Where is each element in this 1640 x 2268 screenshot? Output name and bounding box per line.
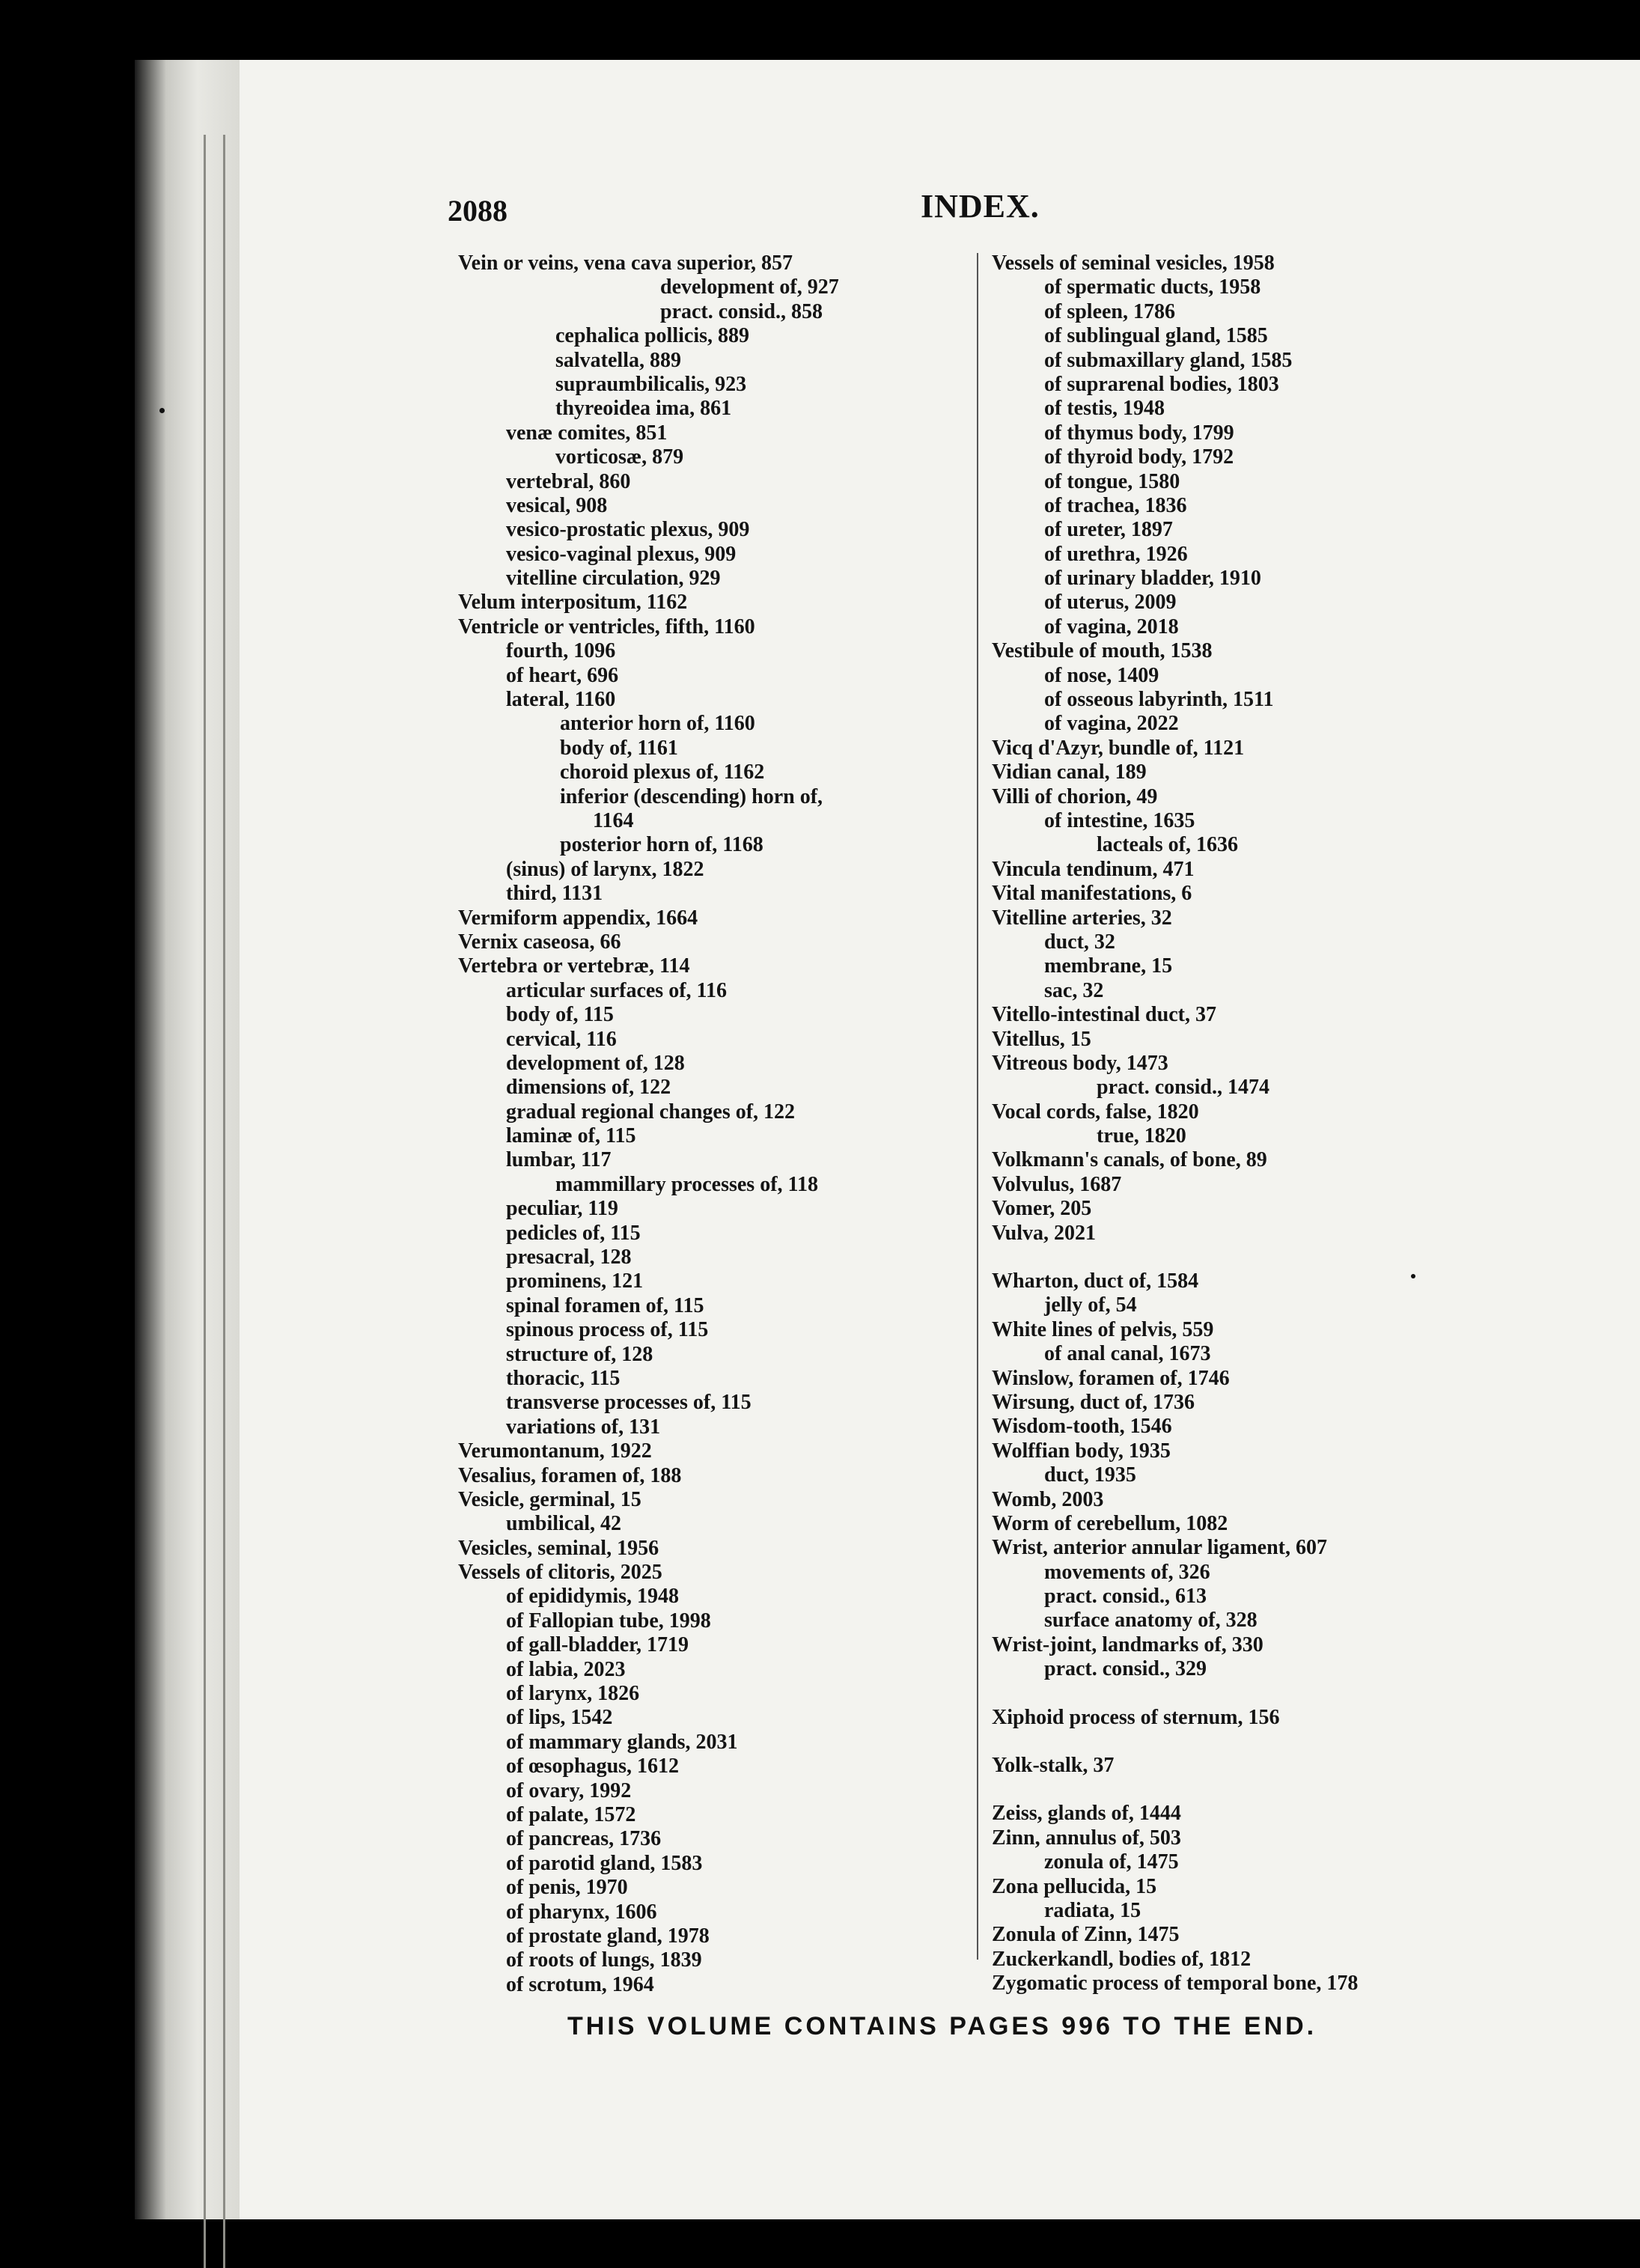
index-entry: Vesicle, germinal, 15 [458,1487,641,1511]
index-subentry: thyreoidea ima, 861 [555,397,732,421]
index-entry: Wisdom-tooth, 1546 [992,1415,1172,1439]
index-entry: Vomer, 205 [992,1197,1092,1221]
index-subentry: supraumbilicalis, 923 [555,372,747,396]
index-entry: Zona pellucida, 15 [992,1874,1157,1898]
index-subentry: surface anatomy of, 328 [1044,1609,1258,1633]
binding-line [204,135,206,2268]
index-subentry: vesico-prostatic plexus, 909 [506,518,750,542]
index-column-right [992,252,1478,1996]
index-entry: Zinn, annulus of, 503 [992,1826,1181,1850]
index-subentry: cephalica pollicis, 889 [555,324,749,348]
index-subentry: fourth, 1096 [506,639,616,663]
index-subentry: of thymus body, 1799 [1044,421,1234,445]
index-subentry: vesical, 908 [506,493,608,517]
index-subentry: lumbar, 117 [506,1148,612,1172]
index-entry: Yolk-stalk, 37 [992,1754,1115,1778]
index-subentry: of gall-bladder, 1719 [506,1633,689,1657]
index-subentry: dimensions of, 122 [506,1076,671,1100]
index-subentry: of nose, 1409 [1044,663,1159,687]
index-entry: Vitellus, 15 [992,1027,1091,1051]
index-entry: Vincula tendinum, 471 [992,857,1195,881]
index-subentry: of Fallopian tube, 1998 [506,1609,711,1633]
index-subentry: peculiar, 119 [506,1197,618,1221]
index-entry: Vestibule of mouth, 1538 [992,639,1213,663]
index-subentry: of uterus, 2009 [1044,591,1177,615]
index-entry: Vidian canal, 189 [992,760,1147,784]
index-subentry: transverse processes of, 115 [506,1391,752,1415]
index-subentry: articular surfaces of, 116 [506,978,727,1002]
index-subentry: lacteals of, 1636 [1097,833,1238,857]
index-subentry: of testis, 1948 [1044,397,1165,421]
index-subentry: cervical, 116 [506,1027,617,1051]
index-subentry: presacral, 128 [506,1246,632,1269]
index-entry: White lines of pelvis, 559 [992,1317,1214,1341]
page-number: 2088 [448,194,507,228]
section-gap [992,1778,1478,1802]
index-subentry: of thyroid body, 1792 [1044,445,1234,469]
index-entry: Zonula of Zinn, 1475 [992,1923,1180,1947]
index-entry: Vermiform appendix, 1664 [458,906,698,930]
index-subentry: prominens, 121 [506,1269,644,1293]
index-subentry: true, 1820 [1097,1124,1186,1148]
index-subentry: variations of, 131 [506,1415,661,1439]
index-entry: Zuckerkandl, bodies of, 1812 [992,1947,1252,1971]
index-subentry: of urethra, 1926 [1044,542,1188,566]
index-subentry: vorticosæ, 879 [555,445,684,469]
index-subentry: spinal foramen of, 115 [506,1293,704,1317]
index-subentry: of œsophagus, 1612 [506,1755,680,1778]
index-subentry: jelly of, 54 [1044,1293,1137,1317]
index-subentry: of ureter, 1897 [1044,518,1173,542]
scan-speck [159,408,165,413]
page-title: INDEX. [921,188,1040,225]
index-entry: Vulva, 2021 [992,1221,1097,1245]
index-subentry: development of, 128 [506,1051,685,1075]
index-subentry: of vagina, 2022 [1044,712,1179,736]
index-subentry: of parotid gland, 1583 [506,1851,703,1875]
index-subentry: of urinary bladder, 1910 [1044,567,1261,591]
index-subentry: spinous process of, 115 [506,1318,709,1342]
section-gap [992,1682,1478,1706]
index-subentry: of epididymis, 1948 [506,1585,680,1609]
index-entry: Xiphoid process of sternum, 156 [992,1705,1280,1729]
index-entry: Vernix caseosa, 66 [458,930,621,954]
index-subentry: venæ comites, 851 [506,421,668,445]
index-subentry: body of, 1161 [560,736,678,760]
index-entry: Wolffian body, 1935 [992,1439,1171,1463]
index-entry: Vitello-intestinal duct, 37 [992,1003,1216,1027]
index-subentry: of ovary, 1992 [506,1778,632,1802]
index-subentry: choroid plexus of, 1162 [560,760,765,784]
index-subentry: sac, 32 [1044,978,1104,1002]
index-subentry: radiata, 15 [1044,1899,1141,1922]
index-subentry: of larynx, 1826 [506,1682,640,1706]
index-subentry: thoracic, 115 [506,1366,621,1390]
section-gap [992,1246,1478,1269]
index-subentry: of roots of lungs, 1839 [506,1948,702,1972]
index-subentry: of submaxillary gland, 1585 [1044,348,1293,372]
index-subentry: laminæ of, 115 [506,1124,636,1148]
index-subentry: gradual regional changes of, 122 [506,1100,796,1124]
index-subentry: mammillary processes of, 118 [555,1172,818,1196]
index-entry: Worm of cerebellum, 1082 [992,1511,1228,1535]
index-entry: Vein or veins, vena cava superior, 857 [458,252,793,275]
index-subentry: of intestine, 1635 [1044,808,1195,832]
index-subentry: membrane, 15 [1044,954,1173,978]
scan-speck [1411,1274,1415,1278]
index-subentry: structure of, 128 [506,1342,653,1366]
index-subentry: anterior horn of, 1160 [560,712,755,736]
index-entry: Winslow, foramen of, 1746 [992,1366,1230,1390]
index-subentry: vesico-vaginal plexus, 909 [506,542,737,566]
index-subentry: development of, 927 [660,275,839,299]
index-entry: Velum interpositum, 1162 [458,591,688,615]
index-subentry: of anal canal, 1673 [1044,1342,1211,1366]
index-subentry: of penis, 1970 [506,1876,628,1900]
index-entry: Vicq d'Azyr, bundle of, 1121 [992,736,1245,760]
index-subentry: pract. consid., 329 [1044,1657,1207,1681]
index-subentry: duct, 32 [1044,930,1115,954]
index-subentry: of sublingual gland, 1585 [1044,324,1268,348]
index-subentry: body of, 115 [506,1003,614,1027]
index-entry: Verumontanum, 1922 [458,1439,652,1463]
index-subentry: posterior horn of, 1168 [560,833,763,857]
index-entry: Vesalius, foramen of, 188 [458,1463,682,1487]
index-subentry: duct, 1935 [1044,1463,1136,1487]
index-entry: Wirsung, duct of, 1736 [992,1390,1195,1414]
index-entry: Vertebra or vertebræ, 114 [458,954,690,978]
index-subentry: of spermatic ducts, 1958 [1044,275,1261,299]
index-entry: Zeiss, glands of, 1444 [992,1802,1181,1826]
index-entry: Vitelline arteries, 32 [992,906,1172,930]
index-subentry: of prostate gland, 1978 [506,1924,710,1948]
index-subentry: inferior (descending) horn of, [560,784,823,808]
index-subentry: umbilical, 42 [506,1512,622,1536]
index-entry: Zygomatic process of temporal bone, 178 [992,1972,1359,1996]
index-subentry: of pancreas, 1736 [506,1827,662,1851]
index-entry: Vesicles, seminal, 1956 [458,1536,659,1560]
volume-note: THIS VOLUME CONTAINS PAGES 996 TO THE END. [567,2012,1317,2040]
index-subentry: pract. consid., 1474 [1097,1076,1269,1100]
index-subentry: of osseous labyrinth, 1511 [1044,688,1274,712]
index-subentry: of palate, 1572 [506,1803,636,1826]
index-entry: Volkmann's canals, of bone, 89 [992,1148,1267,1172]
index-subentry: lateral, 1160 [506,688,616,712]
index-entry: Volvulus, 1687 [992,1172,1122,1196]
index-subentry: of labia, 2023 [506,1657,626,1681]
index-subentry: of trachea, 1836 [1044,493,1187,517]
index-subentry: of spleen, 1786 [1044,299,1175,323]
index-entry: Vessels of seminal vesicles, 1958 [992,252,1275,275]
index-subentry: vitelline circulation, 929 [506,567,721,591]
column-divider [977,253,978,1960]
index-subentry: of suprarenal bodies, 1803 [1044,372,1279,396]
index-entry: Wrist-joint, landmarks of, 330 [992,1633,1263,1656]
index-entry: Villi of chorion, 49 [992,784,1158,808]
page-edge-shadow [135,60,240,2219]
index-subentry: zonula of, 1475 [1044,1850,1179,1874]
index-subentry: salvatella, 889 [555,348,681,372]
index-subentry: pract. consid., 613 [1044,1585,1207,1609]
index-subentry: pedicles of, 115 [506,1221,641,1245]
index-entry: Vocal cords, false, 1820 [992,1100,1199,1124]
index-column-left [458,252,937,1997]
index-subentry: of tongue, 1580 [1044,469,1180,493]
index-subentry: pract. consid., 858 [660,299,823,323]
index-subentry: of pharynx, 1606 [506,1900,657,1924]
index-subentry: of scrotum, 1964 [506,1972,654,1996]
index-entry: Wharton, duct of, 1584 [992,1269,1199,1293]
index-entry: Wrist, anterior annular ligament, 607 [992,1536,1327,1560]
index-entry: Vitreous body, 1473 [992,1051,1168,1075]
index-entry: Vital manifestations, 6 [992,882,1192,906]
index-subentry: of vagina, 2018 [1044,615,1179,638]
index-entry: Womb, 2003 [992,1487,1104,1511]
index-entry: Ventricle or ventricles, fifth, 1160 [458,615,755,638]
index-subentry: movements of, 326 [1044,1560,1210,1584]
index-subentry: of mammary glands, 2031 [506,1730,738,1754]
section-gap [992,1730,1478,1754]
index-entry: Vessels of clitoris, 2025 [458,1561,662,1585]
index-subentry: of lips, 1542 [506,1706,613,1730]
binding-line [223,135,225,2268]
index-subentry: vertebral, 860 [506,469,631,493]
index-subentry: (sinus) of larynx, 1822 [506,857,704,881]
index-subentry: 1164 [593,808,634,832]
index-subentry: of heart, 696 [506,663,619,687]
index-subentry: third, 1131 [506,882,603,906]
